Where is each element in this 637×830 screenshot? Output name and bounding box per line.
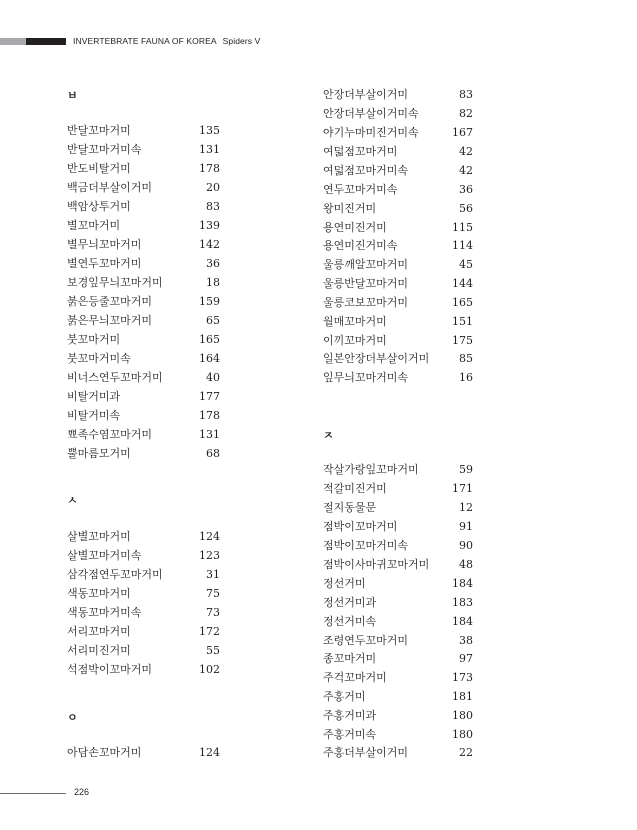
entry-name: 왕미진거미	[323, 202, 377, 215]
index-entry	[323, 576, 473, 592]
index-entry	[323, 220, 473, 236]
index-entry	[323, 745, 473, 761]
section-heading: ㅈ	[323, 429, 334, 442]
entry-page: 131	[199, 143, 220, 156]
index-entry	[323, 500, 473, 516]
entry-name: 아담손꼬마거미	[67, 746, 142, 759]
entry-name: 비너스연두꼬마거미	[67, 371, 163, 384]
entry-name: 여덟점꼬마거미속	[323, 164, 409, 177]
index-entry	[323, 125, 473, 141]
index-entry	[323, 462, 473, 478]
entry-page: 55	[206, 644, 220, 657]
entry-page: 83	[206, 200, 220, 213]
entry-name: 이끼꼬마거미	[323, 334, 387, 347]
index-entry	[323, 727, 473, 743]
entry-name: 붓꼬마거미	[67, 333, 121, 346]
entry-name: 비탈거미속	[67, 409, 121, 422]
entry-page: 45	[459, 258, 473, 271]
section-heading: ㅂ	[67, 89, 78, 102]
index-entry	[323, 614, 473, 630]
entry-name: 백암상투거미	[67, 200, 131, 213]
entry-page: 178	[199, 162, 220, 175]
index-entry	[323, 481, 473, 497]
index-entry	[67, 408, 220, 424]
index-entry	[67, 567, 220, 583]
index-entry	[323, 276, 473, 292]
entry-name: 보경잎무늬꼬마거미	[67, 276, 163, 289]
entry-page: 40	[206, 371, 220, 384]
index-entry	[323, 651, 473, 667]
entry-name: 울릉깨알꼬마거미	[323, 258, 409, 271]
entry-page: 123	[199, 549, 220, 562]
entry-name: 종꼬마거미	[323, 652, 377, 665]
entry-page: 75	[206, 587, 220, 600]
index-entry	[323, 708, 473, 724]
entry-page: 165	[199, 333, 220, 346]
entry-page: 171	[452, 482, 473, 495]
entry-name: 절지동물문	[323, 501, 377, 514]
entry-page: 144	[452, 277, 473, 290]
entry-name: 삼각점연두꼬마거미	[67, 568, 163, 581]
index-entry	[67, 586, 220, 602]
index-entry	[67, 218, 220, 234]
entry-name: 작살가랑잎꼬마거미	[323, 463, 419, 476]
entry-page: 183	[452, 596, 473, 609]
header-bar-dark	[26, 38, 66, 45]
entry-page: 91	[459, 520, 473, 533]
entry-page: 36	[459, 183, 473, 196]
index-entry	[67, 256, 220, 272]
entry-name: 여덟점꼬마거미	[323, 145, 398, 158]
entry-page: 175	[452, 334, 473, 347]
entry-name: 잎무늬꼬마거미속	[323, 371, 409, 384]
entry-page: 38	[459, 634, 473, 647]
entry-name: 붓꼬마거미속	[67, 352, 131, 365]
index-entry	[67, 605, 220, 621]
entry-page: 56	[459, 202, 473, 215]
entry-name: 점박이꼬마거미속	[323, 539, 409, 552]
index-entry	[323, 519, 473, 535]
entry-name: 백금더부살이거미	[67, 181, 153, 194]
entry-page: 180	[452, 728, 473, 741]
index-entry	[67, 529, 220, 545]
book-series: Spiders V	[222, 36, 261, 46]
entry-page: 65	[206, 314, 220, 327]
index-entry	[323, 144, 473, 160]
entry-name: 정선거미과	[323, 596, 377, 609]
index-entry	[67, 389, 220, 405]
entry-name: 반달꼬마거미속	[67, 143, 142, 156]
index-entry	[67, 199, 220, 215]
index-entry	[323, 689, 473, 705]
entry-page: 42	[459, 164, 473, 177]
entry-name: 안장더부살이거미	[323, 88, 409, 101]
entry-page: 184	[452, 615, 473, 628]
entry-name: 점박이꼬마거미	[323, 520, 398, 533]
book-title: INVERTEBRATE FAUNA OF KOREA	[73, 36, 217, 46]
entry-name: 용연미진거미	[323, 221, 387, 234]
index-entry	[323, 351, 473, 367]
entry-name: 비탈거미과	[67, 390, 121, 403]
entry-name: 적갈미진거미	[323, 482, 387, 495]
entry-page: 20	[206, 181, 220, 194]
entry-name: 색동꼬마거미	[67, 587, 131, 600]
entry-page: 142	[199, 238, 220, 251]
entry-page: 114	[452, 239, 473, 252]
index-entry	[67, 370, 220, 386]
index-entry	[67, 161, 220, 177]
entry-name: 색동꼬마거미속	[67, 606, 142, 619]
index-entry	[323, 557, 473, 573]
entry-page: 59	[459, 463, 473, 476]
entry-page: 102	[199, 663, 220, 676]
index-entry	[323, 633, 473, 649]
entry-page: 159	[199, 295, 220, 308]
entry-name: 월매꼬마거미	[323, 315, 387, 328]
entry-name: 주홍거미	[323, 690, 366, 703]
index-entry	[323, 295, 473, 311]
entry-page: 139	[199, 219, 220, 232]
entry-name: 서리꼬마거미	[67, 625, 131, 638]
index-entry	[323, 538, 473, 554]
index-entry	[323, 670, 473, 686]
index-entry	[67, 446, 220, 462]
entry-name: 주홍거미과	[323, 709, 377, 722]
entry-page: 151	[452, 315, 473, 328]
entry-name: 살별꼬마거미속	[67, 549, 142, 562]
section-heading: ㅇ	[67, 711, 78, 724]
entry-page: 115	[452, 221, 473, 234]
header-bar-light	[0, 38, 26, 45]
entry-page: 180	[452, 709, 473, 722]
entry-name: 야기누마미진거미속	[323, 126, 419, 139]
entry-name: 별꼬마거미	[67, 219, 121, 232]
entry-name: 반도비탈거미	[67, 162, 131, 175]
entry-page: 18	[206, 276, 220, 289]
section-heading: ㅅ	[67, 494, 78, 507]
entry-page: 164	[199, 352, 220, 365]
entry-page: 177	[199, 390, 220, 403]
index-entry	[67, 332, 220, 348]
entry-name: 주홍더부살이거미	[323, 746, 409, 759]
entry-name: 뿔마름모거미	[67, 447, 131, 460]
entry-page: 167	[452, 126, 473, 139]
index-entry	[323, 201, 473, 217]
entry-name: 일본안장더부살이거미	[323, 352, 430, 365]
index-entry	[67, 548, 220, 564]
entry-page: 36	[206, 257, 220, 270]
index-entry	[323, 257, 473, 273]
entry-page: 124	[199, 746, 220, 759]
footer-rule	[0, 793, 66, 794]
index-entry	[67, 427, 220, 443]
entry-name: 안장더부살이거미속	[323, 107, 419, 120]
index-entry	[67, 123, 220, 139]
index-entry	[67, 643, 220, 659]
entry-page: 184	[452, 577, 473, 590]
entry-name: 울릉코보꼬마거미	[323, 296, 409, 309]
entry-page: 90	[459, 539, 473, 552]
index-entry	[67, 142, 220, 158]
index-entry	[323, 314, 473, 330]
index-entry	[67, 624, 220, 640]
entry-name: 서리미진거미	[67, 644, 131, 657]
entry-page: 68	[206, 447, 220, 460]
index-entry	[323, 182, 473, 198]
index-entry	[67, 745, 220, 761]
entry-name: 반달꼬마거미	[67, 124, 131, 137]
index-entry	[323, 333, 473, 349]
index-entry	[323, 370, 473, 386]
entry-page: 178	[199, 409, 220, 422]
entry-name: 점박이사마귀꼬마거미	[323, 558, 430, 571]
index-entry	[67, 662, 220, 678]
entry-page: 124	[199, 530, 220, 543]
index-entry	[323, 595, 473, 611]
entry-page: 82	[459, 107, 473, 120]
entry-page: 16	[459, 371, 473, 384]
entry-page: 73	[206, 606, 220, 619]
page-number: 226	[74, 787, 90, 797]
entry-page: 181	[452, 690, 473, 703]
entry-name: 조령연두꼬마거미	[323, 634, 409, 647]
entry-page: 31	[206, 568, 220, 581]
entry-name: 용연미진거미속	[323, 239, 398, 252]
entry-page: 42	[459, 145, 473, 158]
index-entry	[323, 238, 473, 254]
entry-name: 살별꼬마거미	[67, 530, 131, 543]
entry-name: 석점박이꼬마거미	[67, 663, 153, 676]
index-entry	[323, 87, 473, 103]
index-entry	[67, 313, 220, 329]
entry-name: 주걱꼬마거미	[323, 671, 387, 684]
entry-page: 165	[452, 296, 473, 309]
entry-name: 별무늬꼬마거미	[67, 238, 142, 251]
entry-name: 별연두꼬마거미	[67, 257, 142, 270]
entry-name: 정선거미속	[323, 615, 377, 628]
entry-page: 22	[459, 746, 473, 759]
entry-page: 135	[199, 124, 220, 137]
entry-name: 주홍거미속	[323, 728, 377, 741]
entry-name: 붉은무늬꼬마거미	[67, 314, 153, 327]
entry-page: 97	[459, 652, 473, 665]
entry-name: 붉은등줄꼬마거미	[67, 295, 153, 308]
entry-page: 131	[199, 428, 220, 441]
entry-name: 연두꼬마거미속	[323, 183, 398, 196]
entry-page: 173	[452, 671, 473, 684]
entry-page: 172	[199, 625, 220, 638]
entry-page: 48	[459, 558, 473, 571]
entry-page: 85	[459, 352, 473, 365]
index-entry	[67, 237, 220, 253]
index-entry	[323, 106, 473, 122]
entry-name: 울릉반달꼬마거미	[323, 277, 409, 290]
index-entry	[323, 163, 473, 179]
index-entry	[67, 180, 220, 196]
entry-name: 뾰족수염꼬마거미	[67, 428, 153, 441]
running-header	[73, 36, 260, 46]
entry-page: 83	[459, 88, 473, 101]
index-entry	[67, 275, 220, 291]
entry-page: 12	[459, 501, 473, 514]
entry-name: 정선거미	[323, 577, 366, 590]
index-entry	[67, 294, 220, 310]
index-entry	[67, 351, 220, 367]
